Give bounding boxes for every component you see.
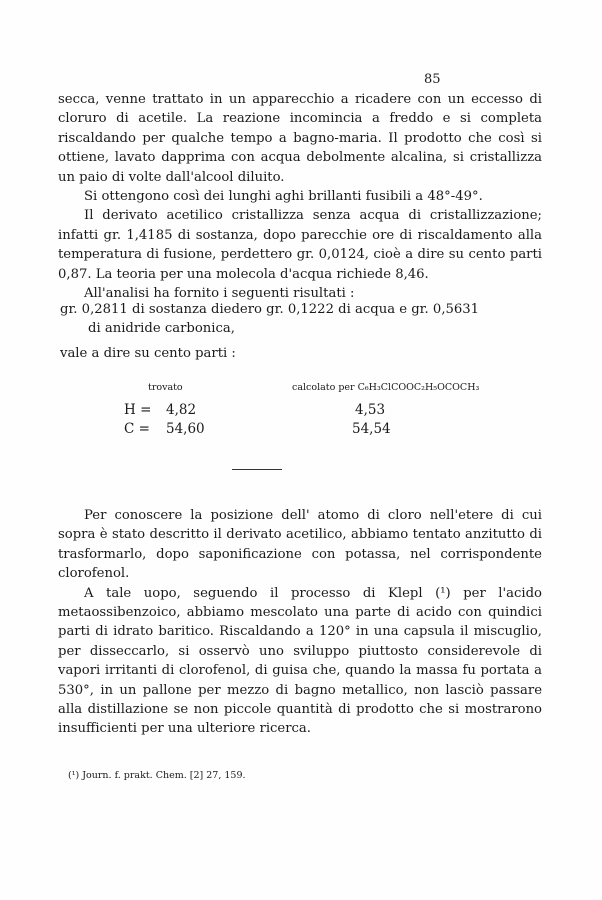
paragraph-5: Per conoscere la posizione dell' atomo di cloro nell'etere di cui sopra è stato descritto il derivato acetilico, abbiamo tentato anzitutto di trasformarlo, dopo saponificazione con potassa, nel corrispondente clorofenol. bbox=[58, 508, 542, 582]
paragraph-1: secca, venne trattato in un apparecchio a ricadere con un eccesso di cloruro di acetile. La reazione incomincia a freddo e si completa riscaldando per qualche tempo a bagno-maria. Il prodotto che così si ottiene, lavato dapprima con acqua debolmente alcalina, si cristallizza un paio di volte dall'alcool diluito. bbox=[58, 92, 542, 185]
paragraph-2: Si ottengono così dei lunghi aghi brillanti fusibili a 48°-49°. bbox=[84, 189, 483, 205]
section-divider bbox=[232, 469, 282, 470]
col-header-found: trovato bbox=[148, 382, 183, 393]
row-h-label: H = bbox=[124, 402, 152, 418]
row-h-calc: 4,53 bbox=[355, 402, 386, 418]
analysis-intro: vale a dire su cento parti : bbox=[60, 346, 236, 361]
row-c-label: C = bbox=[124, 421, 150, 437]
col-header-calc: calcolato per C₆H₃ClCOOC₂H₅OCOCH₃ bbox=[292, 382, 480, 393]
paragraph-6: A tale uopo, seguendo il processo di Klepl (¹) per l'acido metaossibenzoico, abbiamo mescolato una parte di acido con quindici parti di idrato baritico. Riscaldando a 120° in una capsula il miscuglio, per disseccarlo, si osservò uno sviluppo piuttosto considerevole di vapori irritanti di clorofenol, di guisa che, quando la massa fu portata a 530°, in un pallone per mezzo di bagno metallico, non lasciò passare alla distillazione se non piccole quantità di prodotto che si mostrarono insufficienti per una ulteriore ricerca. bbox=[58, 585, 542, 737]
footnote: (¹) Journ. f. prakt. Chem. [2] 27, 159. bbox=[68, 770, 246, 781]
analysis-line-2: di anidride carbonica, bbox=[88, 321, 235, 337]
paragraph-4: All'analisi ha fornito i seguenti risultati : bbox=[84, 286, 355, 302]
page-number: 85 bbox=[424, 72, 441, 87]
row-c-calc: 54,54 bbox=[352, 421, 391, 437]
analysis-line-1: gr. 0,2811 di sostanza diedero gr. 0,1222 di acqua e gr. 0,5631 bbox=[60, 302, 480, 317]
analysis-statement bbox=[60, 300, 544, 339]
top-text-block bbox=[58, 90, 542, 303]
paragraph-3: Il derivato acetilico cristallizza senza acqua di cristallizzazione; infatti gr. 1,4185 di sostanza, dopo parecchie ore di riscaldamento alla temperatura di fusione, perdettero gr. 0,0124, cioè a dire su cento parti 0,87. La teoria per una molecola d'acqua richiede 8,46. bbox=[58, 208, 542, 282]
row-c-found: 54,60 bbox=[166, 421, 205, 437]
row-h-found: 4,82 bbox=[166, 402, 197, 418]
bottom-text-block bbox=[58, 506, 542, 739]
